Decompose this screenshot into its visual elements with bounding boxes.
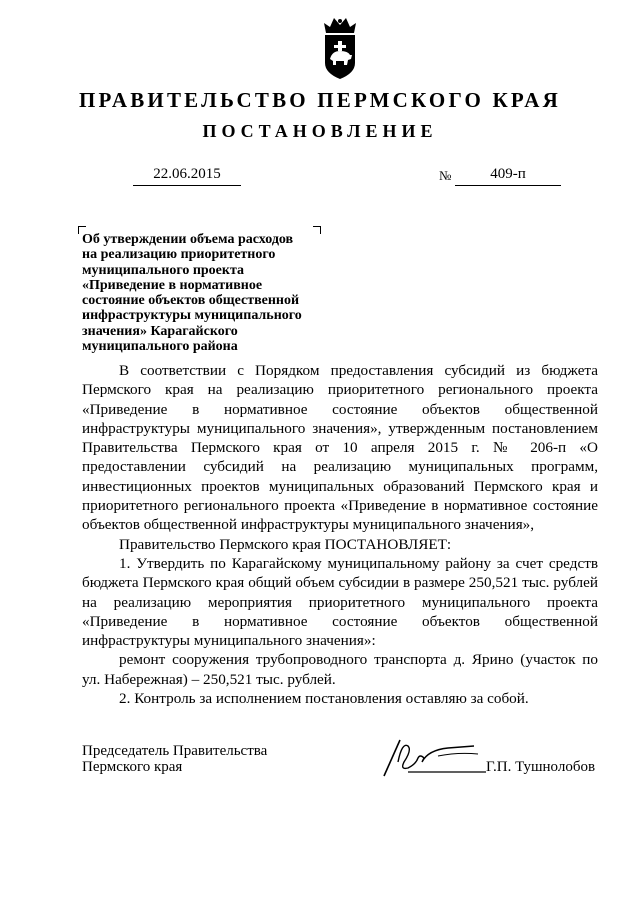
subject-line: муниципального проекта (82, 262, 245, 278)
subject-line: на реализацию приоритетного (82, 247, 276, 263)
body-paragraph-repair: ремонт сооружения трубопроводного транспорта д. Ярино (участок по ул. Набережная) – 250,521 тыс. рублей. (82, 651, 598, 688)
body-paragraph-decree: Правительство Пермского края ПОСТАНОВЛЯЕТ: (119, 535, 452, 553)
subject-line: значения» Карагайского (82, 323, 238, 339)
number-label: № (439, 168, 452, 183)
body-paragraph-item-2: 2. Контроль за исполнением постановления оставляю за собой. (119, 690, 529, 708)
signatory-name: Г.П. Тушнолобов (486, 759, 596, 775)
subject-line: Об утверждении объема расходов (82, 232, 294, 247)
document-type: ПОСТАНОВЛЕНИЕ (202, 121, 438, 141)
subject-line: инфраструктуры муниципального (82, 308, 302, 324)
body-paragraph-item-1: 1. Утвердить по Карагайскому муниципальному району за счет средств бюджета Пермского края общий объем субсидии в размере 250,521 тыс. рублей на реализацию мероприятия приоритетного муниципального проекта «Приведение в нормативное состояние объектов общественной инфраструктуры муниципального значения»: (82, 554, 598, 650)
document-body (82, 361, 598, 708)
signatory-title-line: Пермского края (82, 759, 183, 775)
subject-line: муниципального района (82, 339, 238, 355)
subject-line: «Приведение в нормативное (82, 277, 263, 293)
signatory-title (82, 743, 267, 775)
document-number: 409-п (455, 165, 561, 186)
signatory-title-line: Председатель Правительства (82, 743, 268, 759)
government-title: ПРАВИТЕЛЬСТВО ПЕРМСКОГО КРАЯ (78, 88, 561, 112)
document-date: 22.06.2015 (133, 165, 241, 186)
coat-of-arms-icon (318, 15, 362, 81)
subject-line: состояние объектов общественной (82, 293, 300, 309)
document-subject (82, 232, 327, 354)
handwritten-signature-icon (378, 732, 488, 780)
body-paragraph-preamble: В соответствии с Порядком предоставления субсидий из бюджета Пермского края на реализацию приоритетного регионального проекта «Приведение в нормативное состояние объектов общественной инфраструктуры муниципального значения», утвержденным постановлением Правительства Пермского края от 10 апреля 2015 г. № 206-п «О предоставлении субсидий на реализацию муниципальных программ, инвестиционных проектов муниципальных образований Пермского края и приоритетного регионального проекта «Приведение в нормативное состояние объектов общественной инфраструктуры муниципального значения», (82, 362, 598, 534)
